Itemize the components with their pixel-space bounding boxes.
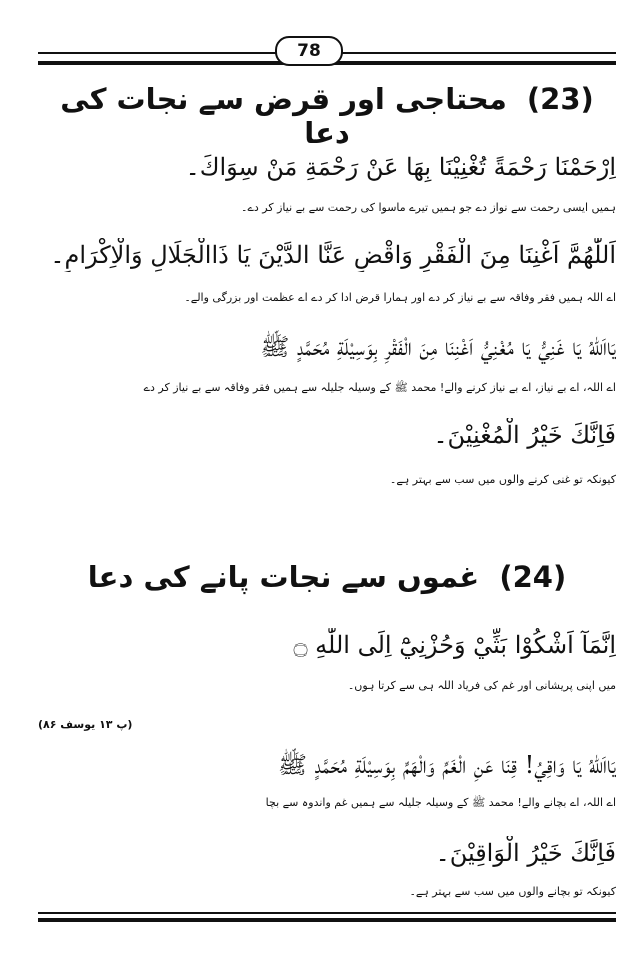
section-23-number: (23) <box>526 82 594 116</box>
dua-23-line-3-translation: اے اللہ، اے بے نیاز، اے بے نیاز کرنے والے! محمد ﷺ کے وسیلہ جلیلہ سے ہمیں فقر وفاقہ سے بے نیاز کر دے <box>143 381 616 394</box>
section-24-heading <box>38 560 616 594</box>
dua-24-line-3-arabic: فَاِنَّكَ خَيْرُ الْوَاقِيْنَ۔ <box>435 839 616 867</box>
dua-24-line-1-translation: میں اپنی پریشانی اور غم کی فریاد اللہ ہی سے کرتا ہوں۔ <box>347 679 616 692</box>
page-number-badge <box>275 36 343 66</box>
dua-23-line-1-translation: ہمیں ایسی رحمت سے نواز دے جو ہمیں تیرے ماسوا کی رحمت سے بے نیاز کر دے۔ <box>241 201 616 214</box>
dua-24-line-2-translation: اے اللہ، اے بچانے والے! محمد ﷺ کے وسیلہ جلیلہ سے ہمیں غم واندوہ سے بچا <box>265 796 616 809</box>
page-number: 78 <box>297 41 321 61</box>
dua-23-line-1-arabic: اِرْحَمْنَا رَحْمَةً تُغْنِيْنَا بِهَا عَنْ رَحْمَةِ مَنْ سِوَاكَ۔ <box>185 153 616 181</box>
dua-24-line-3-translation: کیونکہ تو بچانے والوں میں سب سے بہتر ہے۔ <box>409 885 616 898</box>
footer-rule-bottom <box>38 918 616 922</box>
section-24-title: غموں سے نجات پانے کی دعا <box>87 560 480 594</box>
dua-24-line-1-arabic: اِنَّمَآ اَشْكُوْا بَثِّيْ وَحُزْنِيْٓ اِلَى اللّٰهِ ۝ <box>293 631 616 659</box>
section-24-number: (24) <box>499 560 567 594</box>
dua-23-line-2-arabic: اَللّٰهُمَّ اَغْنِنَا مِنَ الْفَقْرِ وَاقْضِ عَنَّا الدَّيْنَ يَا ذَاالْجَلَالِ وَالْاِكْرَامِ۔ <box>50 241 616 269</box>
section-23-heading <box>38 82 616 150</box>
quran-reference: (پ ۱۳ یوسف ۸۶) <box>38 718 133 731</box>
dua-23-line-3-arabic: يَااَللّٰهُ يَا غَنِيُّ يَا مُغْنِيُّ اَغْنِنَا مِنَ الْفَقْرِ بِوَسِيْلَةِ مُحَمَّدٍ ﷺ <box>260 333 616 361</box>
section-23-title: محتاجی اور قرض سے نجات کی دعا <box>60 82 507 150</box>
dua-23-line-2-translation: اے اللہ ہمیں فقر وفاقہ سے بے نیاز کر دے اور ہمارا قرض ادا کر دے اے عظمت اور بزرگی والے۔ <box>184 291 616 304</box>
footer-rule-top <box>38 912 616 914</box>
dua-23-line-4-arabic: فَاِنَّكَ خَيْرُ الْمُغْنِيْنَ۔ <box>433 421 616 449</box>
dua-24-line-2-arabic: يَااَللّٰهُ يَا وَاقِيُ! قِنَا عَنِ الْغَمِّ وَالْهَمِّ بِوَسِيْلَةِ مُحَمَّدٍ ﷺ <box>278 751 616 779</box>
dua-23-line-4-translation: کیونکہ تو غنی کرنے والوں میں سب سے بہتر ہے۔ <box>389 473 616 486</box>
